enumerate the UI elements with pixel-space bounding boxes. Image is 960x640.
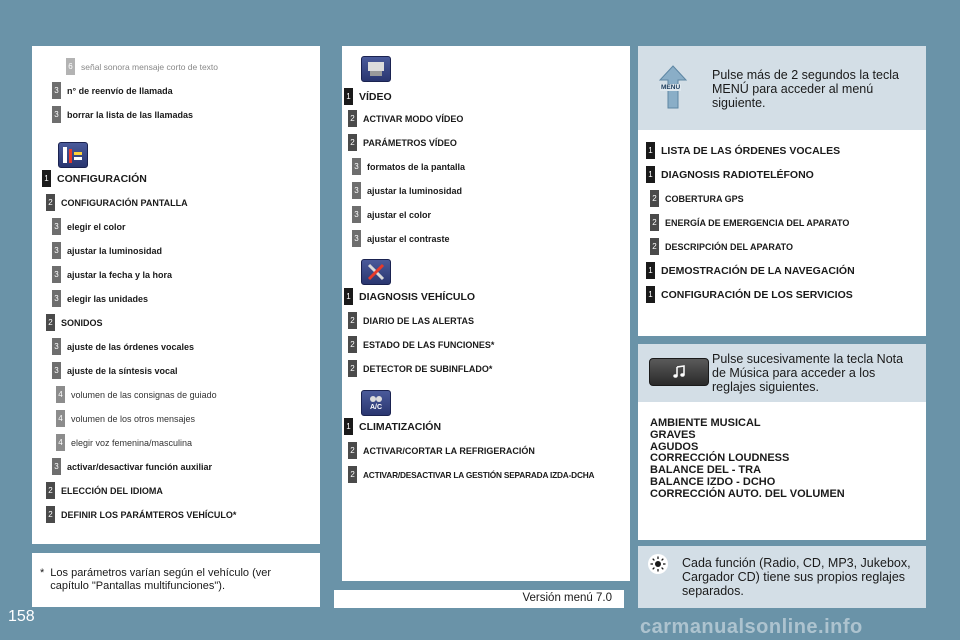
level-badge: 3: [52, 338, 61, 355]
menu-item-label: elegir las unidades: [67, 293, 149, 304]
menu-item-label: ajustar el contraste: [367, 233, 450, 244]
level-badge: 3: [52, 218, 61, 235]
tip-panel: [638, 546, 926, 608]
level-badge: 3: [352, 230, 361, 247]
level-badge: 2: [348, 110, 357, 127]
level-badge: 3: [52, 458, 61, 475]
level-badge: 1: [646, 142, 655, 159]
menu-row: [52, 290, 148, 307]
level-badge: 3: [52, 242, 61, 259]
level-badge: 3: [352, 206, 361, 223]
version-box: [334, 590, 624, 608]
audio-settings-list: [650, 418, 845, 501]
menu-item-label: borrar la lista de las llamadas: [67, 109, 194, 120]
menu-item-label: ACTIVAR/CORTAR LA REFRIGERACIÓN: [363, 445, 535, 456]
level-badge: 2: [348, 360, 357, 377]
menu-row: [46, 482, 163, 499]
menu-row: [66, 58, 218, 75]
menu-key-label: MENU: [661, 84, 681, 91]
tip-text: Cada función (Radio, CD, MP3, Jukebox, Cargador CD) tiene sus propios reglajes separados.: [682, 556, 911, 598]
right-middle-panel: [638, 344, 926, 540]
menu-item-label: SONIDOS: [61, 317, 103, 328]
menu-heading: DIAGNOSIS RADIOTELÉFONO: [661, 168, 814, 181]
menu-item-label: DESCRIPCIÓN DEL APARATO: [665, 241, 794, 252]
menu-heading: LISTA DE LAS ÓRDENES VOCALES: [661, 144, 841, 157]
menu-row: [646, 262, 855, 279]
menu-row: [52, 362, 178, 379]
menu-row: [52, 218, 126, 235]
level-badge: 3: [52, 106, 61, 123]
level-badge: 2: [46, 482, 55, 499]
menu-item-label: CONFIGURACIÓN PANTALLA: [61, 197, 188, 208]
menu-item-label: formatos de la pantalla: [367, 161, 466, 172]
audio-setting: CORRECCIÓN LOUDNESS: [650, 452, 790, 465]
menu-row: [52, 106, 193, 123]
menu-row: [56, 410, 195, 427]
menu-item-label: ACTIVAR/DESACTIVAR LA GESTIÓN SEPARADA IZDA-DCHA: [363, 469, 595, 480]
menu-item-label: ajustar la fecha y la hora: [67, 269, 173, 280]
menu-item-label: n° de reenvío de llamada: [67, 85, 173, 96]
menu-item-label: ajustar el color: [367, 209, 432, 220]
level-badge: 2: [46, 506, 55, 523]
menu-item-label: activar/desactivar función auxiliar: [67, 461, 213, 472]
version-label: Versión menú 7.0: [522, 592, 612, 604]
footnote-star: *: [40, 567, 45, 579]
level-badge: 2: [650, 238, 659, 255]
menu-row: [352, 158, 465, 175]
menu-row: [650, 214, 849, 231]
level-badge: 3: [52, 290, 61, 307]
menu-row: [348, 312, 474, 329]
menu-item-label: ajuste de la síntesis vocal: [67, 365, 178, 376]
menu-row: [52, 458, 212, 475]
menu-item-label: elegir voz femenina/masculina: [71, 437, 193, 448]
menu-heading: CLIMATIZACIÓN: [359, 420, 442, 433]
menu-row: [52, 338, 194, 355]
level-badge: 2: [46, 314, 55, 331]
menu-row: [352, 230, 450, 247]
menu-heading: VÍDEO: [359, 90, 392, 103]
wrench-screwdriver-icon: [361, 259, 391, 285]
audio-setting: BALANCE DEL - TRA: [650, 464, 762, 477]
level-badge: 2: [650, 214, 659, 231]
level-badge: 1: [42, 170, 51, 187]
audio-setting: AGUDOS: [650, 440, 699, 453]
level-badge: 2: [348, 336, 357, 353]
menu-item-label: volumen de las consignas de guiado: [71, 389, 217, 400]
menu-row: [646, 142, 840, 159]
level-badge: 3: [352, 182, 361, 199]
menu-row: [344, 88, 392, 105]
menu-row: [52, 82, 173, 99]
level-badge: 2: [650, 190, 659, 207]
menu-row: [348, 336, 494, 353]
level-badge: 3: [352, 158, 361, 175]
configuration-icon: [58, 142, 88, 168]
menu-item-label: ELECCIÓN DEL IDIOMA: [61, 485, 163, 496]
menu-row: [348, 360, 492, 377]
menu-row: [646, 166, 814, 183]
menu-item-label: ACTIVAR MODO VÍDEO: [363, 113, 464, 124]
page-number: 158: [8, 608, 35, 625]
menu-item-label: DEFINIR LOS PARÁMTEROS VEHÍCULO*: [61, 509, 237, 520]
menu-heading: DEMOSTRACIÓN DE LA NAVEGACIÓN: [661, 264, 855, 277]
menu-row: [56, 434, 192, 451]
level-badge: 4: [56, 410, 65, 427]
menu-item-label: ajuste de las órdenes vocales: [67, 341, 195, 352]
level-badge: 2: [348, 442, 357, 459]
level-badge: 3: [52, 362, 61, 379]
audio-setting: CORRECCIÓN AUTO. DEL VOLUMEN: [650, 487, 845, 500]
menu-row: [46, 314, 103, 331]
middle-panel: [342, 46, 630, 581]
music-intro-text: Pulse sucesivamente la tecla Nota de Música para acceder a los reglajes siguientes.: [712, 352, 904, 394]
air-conditioning-icon: [361, 390, 391, 416]
menu-row: [46, 506, 236, 523]
level-badge: 2: [348, 134, 357, 151]
left-panel: [32, 46, 320, 544]
level-badge: 1: [344, 288, 353, 305]
menu-key-icon: [658, 64, 688, 110]
level-badge: 1: [646, 166, 655, 183]
right-top-panel: [638, 46, 926, 336]
ac-icon-label: A/C: [369, 404, 383, 411]
menu-row: [56, 386, 217, 403]
watermark: carmanualsonline.info: [640, 616, 863, 638]
level-badge: 1: [344, 88, 353, 105]
footnote-text: Los parámetros varían según el vehículo (ver capítulo "Pantallas multifunciones").: [50, 567, 272, 592]
menu-item-label: ESTADO DE LAS FUNCIONES*: [363, 339, 495, 350]
level-badge: 4: [56, 434, 65, 451]
menu-row: [352, 182, 462, 199]
level-badge: 2: [348, 312, 357, 329]
menu-heading: DIAGNOSIS VEHÍCULO: [359, 290, 476, 303]
audio-setting: BALANCE IZDO - DCHO: [650, 475, 776, 488]
menu-row: [46, 194, 188, 211]
level-badge: 2: [46, 194, 55, 211]
menu-row: [646, 286, 853, 303]
tip-sun-icon: [648, 554, 668, 574]
menu-row: [348, 466, 594, 483]
level-badge: 3: [52, 266, 61, 283]
level-badge: 3: [52, 82, 61, 99]
audio-setting: AMBIENTE MUSICAL: [650, 417, 761, 429]
menu-heading: CONFIGURACIÓN: [57, 172, 147, 185]
menu-row: [348, 134, 457, 151]
menu-row: [352, 206, 431, 223]
level-badge: 1: [646, 286, 655, 303]
menu-item-label: ajustar la luminosidad: [67, 245, 163, 256]
menu-heading: CONFIGURACIÓN DE LOS SERVICIOS: [661, 288, 853, 301]
menu-row: [348, 442, 535, 459]
menu-item-label: volumen de los otros mensajes: [71, 413, 196, 424]
level-badge: 2: [348, 466, 357, 483]
level-badge: 1: [344, 418, 353, 435]
music-note-key-icon: [649, 358, 709, 386]
menu-item-label: ENERGÍA DE EMERGENCIA DEL APARATO: [665, 217, 850, 228]
menu-row: [42, 170, 147, 187]
footnote: [40, 567, 312, 593]
menu-row: [52, 242, 162, 259]
menu-row: [344, 288, 475, 305]
menu-row: [650, 190, 744, 207]
menu-row: [650, 238, 793, 255]
footnote-panel: [32, 553, 320, 607]
level-badge: 1: [646, 262, 655, 279]
menu-item-label: COBERTURA GPS: [665, 193, 744, 204]
menu-row: [52, 266, 172, 283]
menu-item-label: ajustar la luminosidad: [367, 185, 463, 196]
video-icon: [361, 56, 391, 82]
audio-setting: GRAVES: [650, 428, 696, 441]
menu-item-label: DETECTOR DE SUBINFLADO*: [363, 363, 493, 374]
level-badge: 6: [66, 58, 75, 75]
menu-intro-text: Pulse más de 2 segundos la tecla MENÚ para acceder al menú siguiente.: [712, 68, 899, 110]
menu-item-label: DIARIO DE LAS ALERTAS: [363, 315, 475, 326]
menu-item-label: PARÁMETROS VÍDEO: [363, 137, 457, 148]
menu-row: [344, 418, 441, 435]
menu-item-label: señal sonora mensaje corto de texto: [81, 61, 219, 72]
menu-row: [348, 110, 463, 127]
level-badge: 4: [56, 386, 65, 403]
menu-item-label: elegir el color: [67, 221, 126, 232]
